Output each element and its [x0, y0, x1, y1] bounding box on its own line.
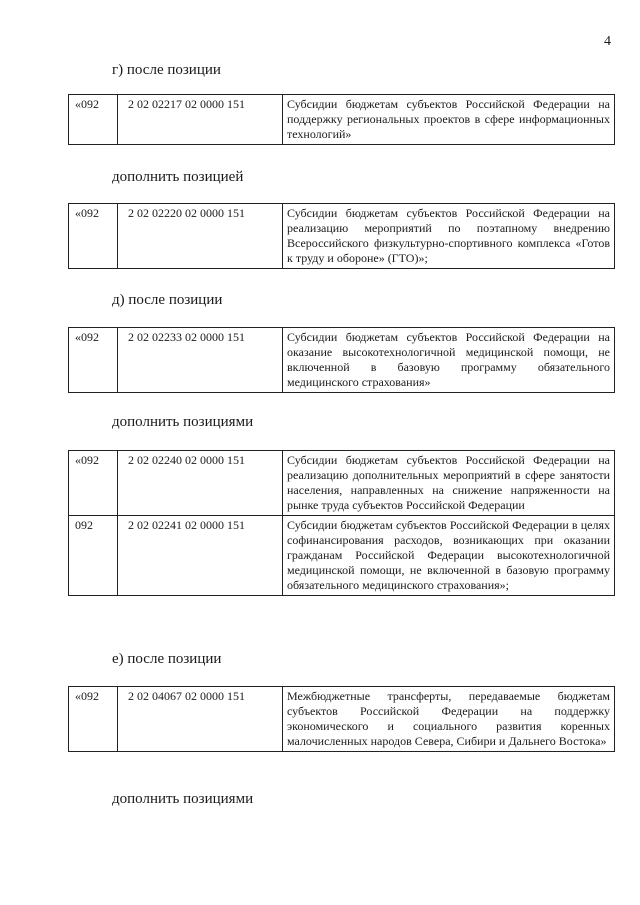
description-cell: Субсидии бюджетам субъектов Российской Федерации на реализацию дополнительных мероприятий в сфере занятости населения, направленных на снижение напряженности на рынке труда субъектов Российской Федерации	[283, 451, 615, 516]
kbk-code-cell: 2 02 02217 02 0000 151	[118, 95, 283, 145]
budget-table-add-1	[68, 203, 615, 269]
description-cell: Субсидии бюджетам субъектов Российской Федерации на поддержку региональных проектов в сфере информационных технологий»	[283, 95, 615, 145]
description-cell: Субсидии бюджетам субъектов Российской Федерации на реализацию мероприятий по поэтапному внедрению Всероссийского физкультурно-спортивного комплекса «Готов к труду и обороне» (ГТО)»;	[283, 204, 615, 269]
section-heading-add-2: дополнить позициями	[112, 414, 254, 430]
description-cell: Субсидии бюджетам субъектов Российской Федерации в целях софинансирования расходов, возникающих при оказании гражданам Российской Федерации высокотехнологичной медицинской помощи, не включенной в базовую программу обязательного медицинского страхования»;	[283, 516, 615, 596]
section-heading-g: г) после позиции	[112, 62, 221, 78]
table-row	[69, 204, 615, 269]
table-row	[69, 95, 615, 145]
table-row	[69, 328, 615, 393]
budget-table-add-2	[68, 450, 615, 596]
admin-code-cell: «092	[69, 95, 118, 145]
admin-code-cell: «092	[69, 687, 118, 752]
kbk-code-cell: 2 02 02240 02 0000 151	[118, 451, 283, 516]
page-number: 4	[604, 34, 611, 49]
kbk-code-cell: 2 02 04067 02 0000 151	[118, 687, 283, 752]
budget-table-d	[68, 327, 615, 393]
table-row	[69, 451, 615, 516]
section-heading-add-3: дополнить позициями	[112, 791, 254, 807]
budget-table-e	[68, 686, 615, 752]
admin-code-cell: «092	[69, 451, 118, 516]
budget-table-g	[68, 94, 615, 145]
table-row	[69, 687, 615, 752]
admin-code-cell: 092	[69, 516, 118, 596]
kbk-code-cell: 2 02 02220 02 0000 151	[118, 204, 283, 269]
section-heading-e: е) после позиции	[112, 651, 222, 667]
section-heading-d: д) после позиции	[112, 292, 223, 308]
section-heading-add-1: дополнить позицией	[112, 169, 244, 185]
description-cell: Межбюджетные трансферты, передаваемые бюджетам субъектов Российской Федерации на поддержку экономического и социального развития коренных малочисленных народов Севера, Сибири и Дальнего Востока»	[283, 687, 615, 752]
table-row	[69, 516, 615, 596]
kbk-code-cell: 2 02 02241 02 0000 151	[118, 516, 283, 596]
admin-code-cell: «092	[69, 328, 118, 393]
description-cell: Субсидии бюджетам субъектов Российской Федерации на оказание высокотехнологичной медицинской помощи, не включенной в базовую программу обязательного медицинского страхования»	[283, 328, 615, 393]
kbk-code-cell: 2 02 02233 02 0000 151	[118, 328, 283, 393]
admin-code-cell: «092	[69, 204, 118, 269]
